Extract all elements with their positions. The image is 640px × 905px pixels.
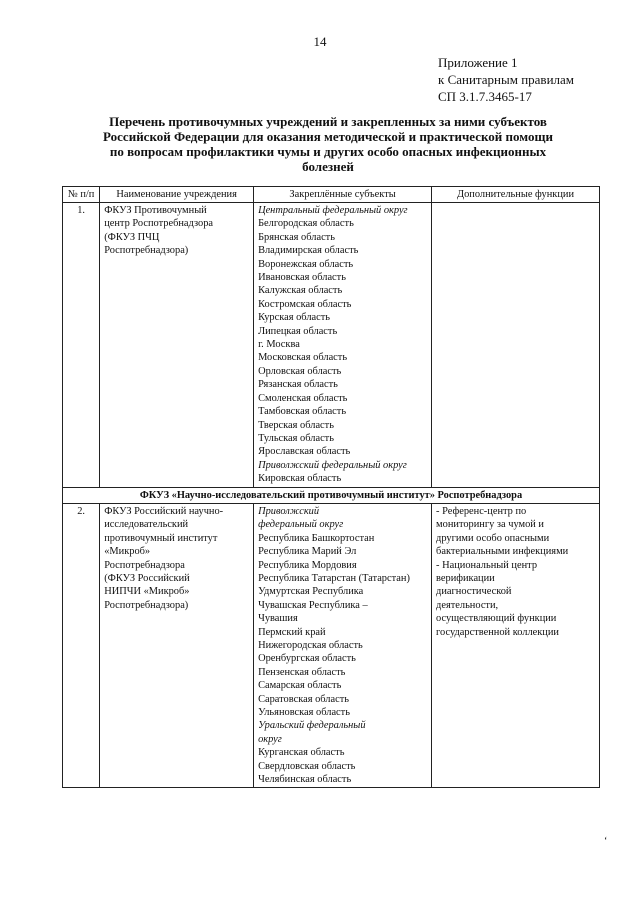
subject-item: Курская область bbox=[258, 312, 331, 324]
subject-item: федеральный округ bbox=[258, 519, 344, 531]
institution-line: исследовательский bbox=[104, 519, 189, 531]
title-line: по вопросам профилактики чумы и других особо опасных инфекционных bbox=[109, 144, 547, 159]
section-row bbox=[63, 487, 600, 503]
subject-item: Центральный федеральный округ bbox=[258, 205, 408, 216]
function-line: - Национальный центр bbox=[436, 559, 538, 571]
subject-item: Воронежская область bbox=[258, 258, 354, 270]
appendix-reference bbox=[438, 54, 574, 105]
subject-item: Чувашия bbox=[258, 613, 298, 625]
row-number: 1. bbox=[63, 203, 100, 488]
institution-line: (ФКУЗ ПЧЦ bbox=[104, 231, 160, 243]
appendix-line: Приложение 1 bbox=[438, 55, 518, 70]
subject-item: Тверская область bbox=[258, 419, 334, 431]
subject-item: Орловская область bbox=[258, 365, 342, 377]
subject-item: Брянская область bbox=[258, 231, 335, 243]
institution-cell bbox=[100, 203, 254, 488]
subject-item: Оренбургская область bbox=[258, 653, 356, 665]
row-number: 2. bbox=[63, 503, 100, 788]
document-title bbox=[58, 114, 598, 174]
institution-line: ФКУЗ Противочумный bbox=[104, 205, 207, 216]
subject-item: Республика Марий Эл bbox=[258, 546, 357, 558]
subject-item: Саратовская область bbox=[258, 693, 349, 705]
institution-line: «Микроб» bbox=[104, 546, 151, 558]
subject-item: Самарская область bbox=[258, 680, 342, 692]
function-line: деятельности, bbox=[436, 599, 499, 611]
subject-item: Удмуртская Республика bbox=[258, 586, 364, 598]
subjects-cell bbox=[254, 203, 432, 488]
subject-item: Челябинская область bbox=[258, 774, 352, 786]
subject-item: Ярославская область bbox=[258, 446, 351, 458]
institution-line: центр Роспотребнадзора bbox=[104, 218, 213, 230]
subject-item: Нижегородская область bbox=[258, 640, 363, 651]
function-line: осуществляющий функции bbox=[436, 613, 557, 625]
function-line: другими особо опасными bbox=[436, 532, 550, 544]
subject-item: Рязанская область bbox=[258, 379, 338, 391]
subject-item: г. Москва bbox=[258, 339, 300, 351]
title-line: Перечень противочумных учреждений и закрепленных за ними субъектов bbox=[109, 114, 547, 129]
section-heading: ФКУЗ «Научно-исследовательский противочумный институт» Роспотребнадзора bbox=[63, 487, 600, 503]
subject-item: Пермский край bbox=[258, 626, 326, 638]
institution-line: НИПЧИ «Микроб» bbox=[104, 586, 190, 598]
subject-item: Приволжский федеральный округ bbox=[258, 459, 407, 471]
title-line: Российской Федерации для оказания методической и практической помощи bbox=[103, 129, 553, 144]
functions-cell bbox=[432, 203, 600, 488]
subject-item: Республика Татарстан (Татарстан) bbox=[258, 572, 410, 584]
function-line: государственной коллекции bbox=[436, 626, 559, 638]
subject-item: Ульяновская область bbox=[258, 707, 350, 719]
institution-line: Роспотребнадзора) bbox=[104, 245, 189, 257]
page-number: 14 bbox=[313, 34, 327, 49]
institution-line: Роспотребнадзора) bbox=[104, 599, 189, 611]
function-line: бактериальными инфекциями bbox=[436, 546, 569, 558]
subject-item: Тульская область bbox=[258, 432, 334, 444]
institution-line: противочумный институт bbox=[104, 532, 218, 544]
subject-item: Костромская область bbox=[258, 298, 352, 310]
institution-line: (ФКУЗ Российский bbox=[104, 572, 190, 584]
appendix-line: СП 3.1.7.3465-17 bbox=[438, 89, 532, 104]
appendix-line: к Санитарным правилам bbox=[438, 72, 575, 87]
header-subjects: Закреплённые субъекты bbox=[254, 187, 432, 203]
function-line: верификации bbox=[436, 572, 495, 584]
table-row bbox=[63, 203, 600, 488]
header-institution: Наименование учреждения bbox=[100, 187, 254, 203]
subject-item: Владимирская область bbox=[258, 245, 359, 257]
header-functions: Дополнительные функции bbox=[432, 187, 600, 203]
header-number: № п/п bbox=[63, 187, 100, 203]
subject-item: Ивановская область bbox=[258, 272, 346, 284]
table-row bbox=[63, 503, 600, 788]
subject-item: Липецкая область bbox=[258, 325, 338, 337]
subject-item: Московская область bbox=[258, 352, 348, 364]
table-header-row bbox=[63, 187, 600, 203]
subject-item: Кировская область bbox=[258, 473, 342, 485]
subject-item: Республика Башкортостан bbox=[258, 532, 375, 544]
institutions-table bbox=[62, 186, 600, 788]
subject-item: Пензенская область bbox=[258, 666, 346, 678]
title-line: болезней bbox=[302, 159, 354, 174]
institution-cell bbox=[100, 503, 254, 788]
subject-item: Свердловская область bbox=[258, 760, 356, 772]
subject-item: Смоленская область bbox=[258, 392, 348, 404]
margin-mark: ‘ bbox=[604, 836, 608, 847]
subject-item: Белгородская область bbox=[258, 218, 354, 230]
institution-line: ФКУЗ Российский научно- bbox=[104, 505, 224, 517]
subject-item: Тамбовская область bbox=[258, 406, 347, 418]
institution-line: Роспотребнадзора bbox=[104, 559, 185, 571]
function-line: диагностической bbox=[436, 586, 512, 598]
functions-cell bbox=[432, 503, 600, 788]
subject-item: Чувашская Республика – bbox=[258, 599, 368, 611]
subject-item: Уральский федеральный bbox=[258, 720, 366, 732]
function-line: - Референс-центр по bbox=[436, 505, 527, 517]
subject-item: округ bbox=[258, 733, 282, 745]
subject-item: Республика Мордовия bbox=[258, 559, 357, 571]
function-line: мониторингу за чумой и bbox=[436, 519, 544, 531]
subject-item: Курганская область bbox=[258, 747, 345, 759]
subject-item: Приволжский bbox=[258, 505, 320, 517]
subjects-cell bbox=[254, 503, 432, 788]
subject-item: Калужская область bbox=[258, 285, 343, 297]
